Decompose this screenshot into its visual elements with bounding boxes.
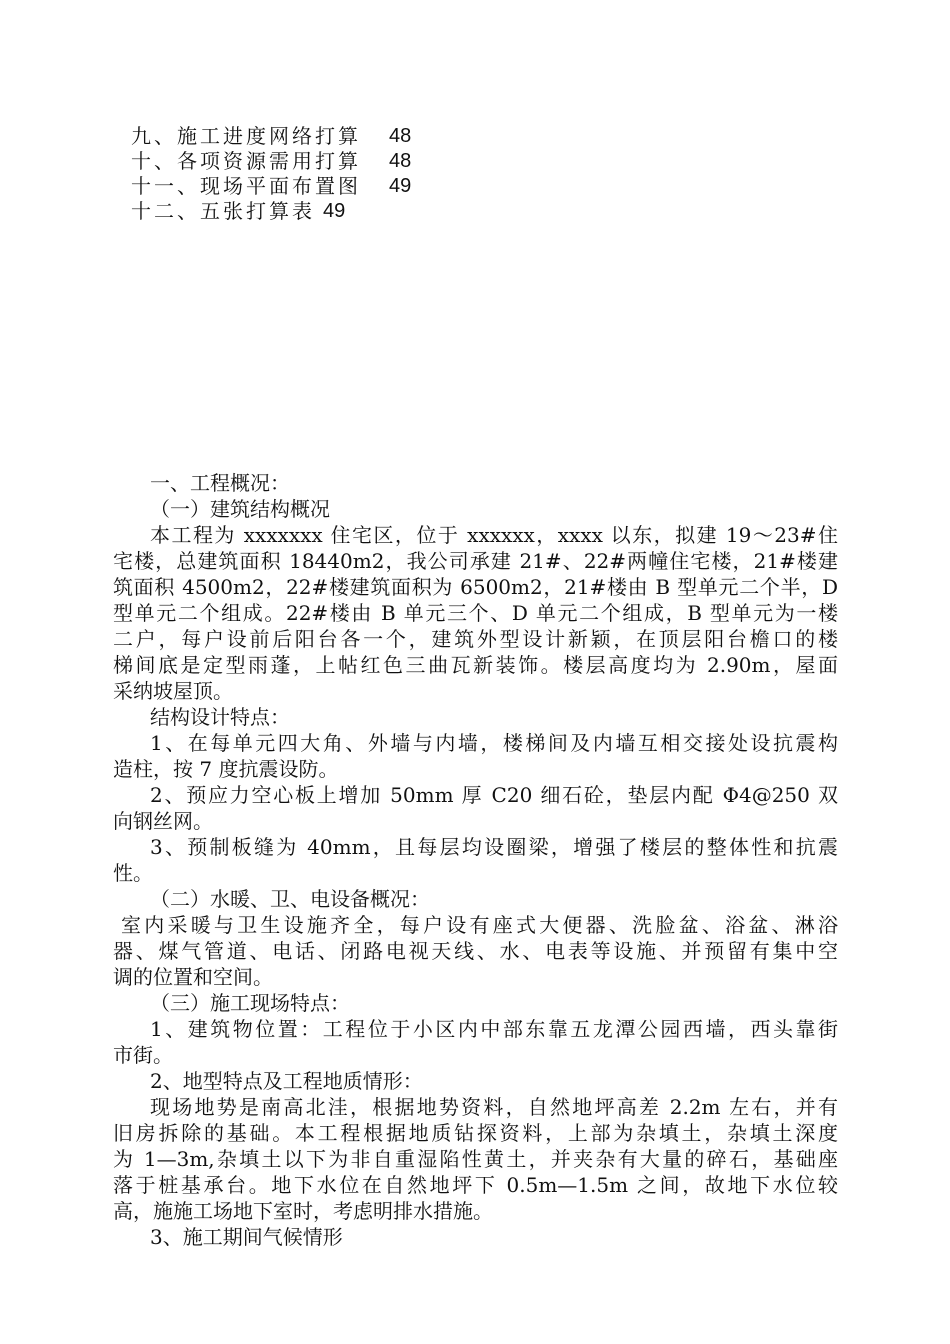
toc-entry-title: 十二、五张打算表 — [131, 199, 315, 223]
toc-entry-title: 十、各项资源需用打算 — [131, 149, 361, 173]
paragraph-line: 3、预制板缝为 40mm，且每层均设圈梁，增强了楼层的整体性和抗震 — [150, 835, 838, 859]
table-of-contents — [131, 124, 411, 224]
document-body — [113, 470, 838, 1250]
paragraph-line: 2、预应力空心板上增加 50mm 厚 C20 细石砼，垫层内配 Φ4@250 双 — [150, 783, 838, 807]
subsection-heading: （一）建筑结构概况 — [150, 497, 330, 521]
toc-entry-title: 十一、现场平面布置图 — [131, 174, 361, 198]
paragraph-line: 旧房拆除的基础。本工程根据地质钻探资料，上部为杂填土，杂填土深度 — [113, 1121, 838, 1145]
paragraph-line: 造柱，按 7 度抗震设防。 — [113, 757, 339, 781]
toc-entry[interactable] — [131, 124, 411, 149]
paragraph-line: 高，施施工场地下室时，考虑明排水措施。 — [113, 1199, 493, 1223]
paragraph-line: 性。 — [113, 861, 153, 885]
paragraph-line: 宅楼，总建筑面积 18440m2，我公司承建 21#、22#两幢住宅楼，21#楼建 — [113, 549, 838, 573]
toc-entry-page: 49 — [323, 200, 346, 222]
paragraph-line: 采纳坡屋顶。 — [113, 679, 233, 703]
paragraph-line: 1、建筑物位置：工程位于小区内中部东靠五龙潭公园西墙，西头靠街 — [150, 1017, 838, 1041]
toc-entry-page: 48 — [389, 150, 412, 172]
subsection-heading: （二）水暖、卫、电设备概况： — [150, 887, 430, 911]
toc-entry[interactable] — [131, 174, 411, 199]
paragraph-line: 器、煤气管道、电话、闭路电视天线、水、电表等设施、并预留有集中空 — [113, 939, 838, 963]
section-heading: 一、工程概况： — [150, 471, 290, 495]
paragraph-line: 筑面积 4500m2，22#楼建筑面积为 6500m2，21#楼由 B 型单元二个半，D — [113, 575, 838, 599]
paragraph-line: 为 1—3m,杂填土以下为非自重湿陷性黄土，并夹杂有大量的碎石，基础座 — [113, 1147, 838, 1171]
paragraph-line: 1、在每单元四大角、外墙与内墙，楼梯间及内墙互相交接处设抗震构 — [150, 731, 838, 755]
toc-entry[interactable] — [131, 199, 411, 224]
toc-entry-page: 48 — [389, 125, 412, 147]
paragraph-line: 3、施工期间气候情形 — [150, 1225, 343, 1249]
paragraph-line: 室内采暖与卫生设施齐全，每户设有座式大便器、洗脸盆、浴盆、淋浴 — [121, 913, 838, 937]
paragraph-line: 落于桩基承台。地下水位在自然地坪下 0.5m—1.5m 之间，故地下水位较 — [113, 1173, 838, 1197]
toc-entry[interactable] — [131, 149, 411, 174]
paragraph-line: 梯间底是定型雨蓬，上帖红色三曲瓦新装饰。楼层高度均为 2.90m，屋面 — [113, 653, 838, 677]
toc-entry-page: 49 — [389, 175, 412, 197]
paragraph-line: 调的位置和空间。 — [113, 965, 273, 989]
paragraph-line: 本工程为 xxxxxxx 住宅区，位于 xxxxxx，xxxx 以东，拟建 19～23#住 — [150, 523, 838, 547]
paragraph-line: 结构设计特点： — [150, 705, 290, 729]
paragraph-line: 2、地型特点及工程地质情形： — [150, 1069, 423, 1093]
subsection-heading: （三）施工现场特点： — [150, 991, 350, 1015]
toc-entry-title: 九、施工进度网络打算 — [131, 124, 361, 148]
paragraph-line: 型单元二个组成。22#楼由 B 单元三个、D 单元二个组成，B 型单元为一楼 — [113, 601, 838, 625]
paragraph-line: 向钢丝网。 — [113, 809, 213, 833]
paragraph-line: 现场地势是南高北洼，根据地势资料，自然地坪高差 2.2m 左右，并有 — [150, 1095, 838, 1119]
paragraph-line: 二户，每户设前后阳台各一个，建筑外型设计新颖，在顶层阳台檐口的楼 — [113, 627, 838, 651]
paragraph-line: 市街。 — [113, 1043, 173, 1067]
